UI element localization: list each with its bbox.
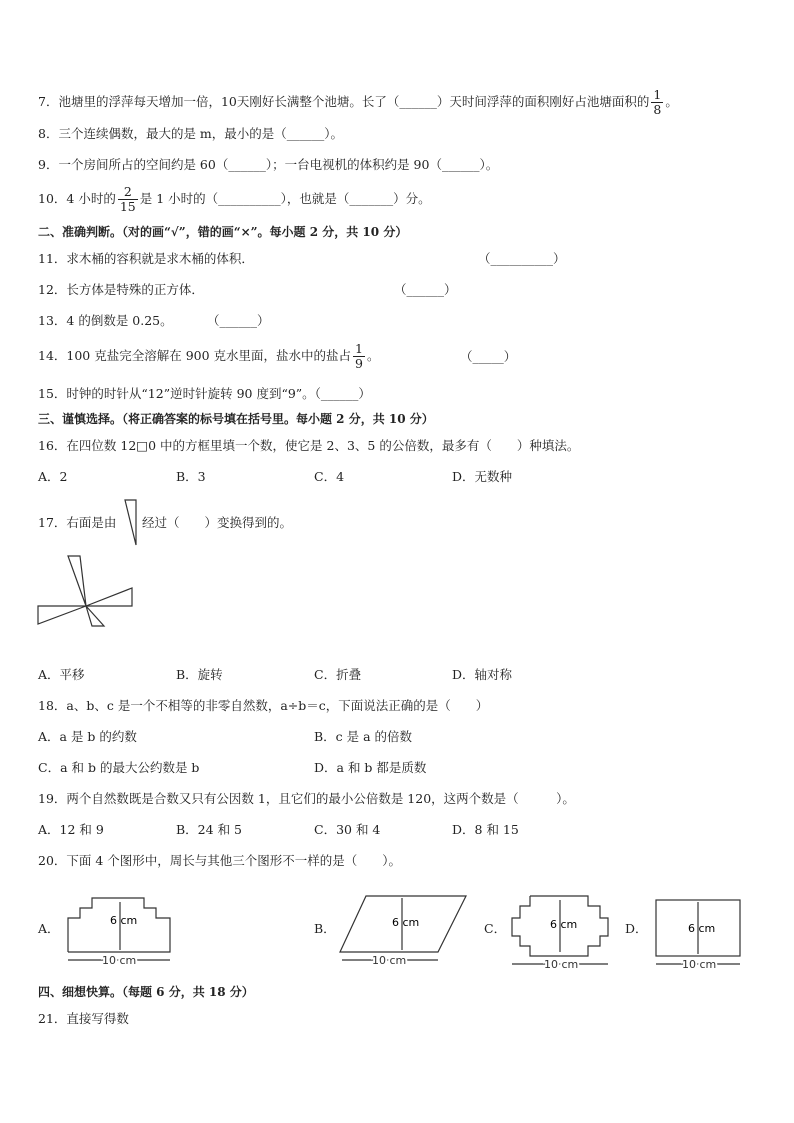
svg-text:6 cm: 6 cm [392, 916, 420, 929]
q17-option-a[interactable]: A．平移 [38, 667, 85, 682]
question-16: 16．在四位数 12□0 中的方框里填一个数，使它是 2、3、5 的公倍数，最多有（ ）种填法。 [38, 438, 580, 453]
svg-text:10 cm: 10 cm [372, 954, 407, 967]
q16-option-d[interactable]: D．无数种 [452, 469, 513, 484]
question-19: 19．两个自然数既是合数又只有公因数 1，且它们的最小公倍数是 120，这两个数是（ ）。 [38, 791, 575, 806]
q19-option-d[interactable]: D．8 和 15 [452, 822, 519, 837]
q18-option-a[interactable]: A．a 是 b 的约数 [38, 729, 137, 744]
svg-text:6 cm: 6 cm [550, 918, 578, 931]
question-11: 11．求木桶的容积就是求木桶的体积． [38, 251, 254, 266]
question-17-prefix: 17．右面是由 [38, 515, 117, 530]
question-13: 13．4 的倒数是 0.25。 [38, 313, 173, 328]
question-8: 8．三个连续偶数，最大的是 m，最小的是（______）。 [38, 126, 344, 141]
q16-option-a[interactable]: A．2 [38, 469, 68, 484]
question-12: 12．长方体是特殊的正方体． [38, 282, 204, 297]
svg-text:10 cm: 10 cm [682, 958, 717, 971]
svg-text:6 cm: 6 cm [688, 922, 716, 935]
question-9: 9．一个房间所占的空间约是 60（______）；一台电视机的体积约是 90（______）。 [38, 157, 499, 172]
section-4-heading: 四、细想快算。（每题 6 分，共 18 分） [38, 985, 254, 999]
fraction-one-ninth: $\frac{1}{9}$ [355, 341, 363, 371]
q19-option-c[interactable]: C．30 和 4 [314, 822, 381, 837]
q20-option-c-label[interactable]: C． [484, 921, 507, 936]
q20-option-a-label[interactable]: A． [38, 921, 60, 936]
q17-pinwheel-figure [36, 556, 136, 628]
svg-text:10 cm: 10 cm [102, 954, 137, 967]
q18-option-b[interactable]: B．c 是 a 的倍数 [314, 729, 413, 744]
question-13-blank[interactable]: （______） [207, 313, 270, 328]
question-12-blank[interactable]: （______） [394, 282, 457, 297]
q16-option-c[interactable]: C．4 [314, 469, 345, 484]
question-7-text: 7．池塘里的浮萍每天增加一倍，10天刚好长满整个池塘。长了（______）天时间浮萍的面积刚好占池塘面积的 [38, 94, 650, 109]
question-18: 18．a、b、c 是一个不相等的非零自然数，a÷b＝c，下面说法正确的是（ ） [38, 698, 489, 713]
q20-shape-b [336, 894, 470, 966]
q18-option-c[interactable]: C．a 和 b 的最大公约数是 b [38, 760, 200, 775]
section-3-heading: 三、谨慎选择。（将正确答案的标号填在括号里。每小题 2 分，共 10 分） [38, 412, 434, 426]
question-14-blank[interactable]: （_____） [460, 349, 517, 364]
question-7: 7．池塘里的浮萍每天增加一倍，10天刚好长满整个池塘。长了（______）天时间浮萍的面积刚好占池塘面积的 $\frac{1}{8}$ 。 [38, 87, 678, 117]
fraction-one-eighth: $\frac{1}{8}$ [653, 87, 662, 117]
q18-option-d[interactable]: D．a 和 b 都是质数 [314, 760, 427, 775]
q20-shape-c [508, 892, 612, 970]
section-2-heading: 二、准确判断。（对的画“√”，错的画“×”。每小题 2 分，共 10 分） [38, 225, 408, 239]
svg-text:6 cm: 6 cm [110, 914, 138, 927]
question-11-blank[interactable]: （__________） [478, 251, 566, 266]
q19-option-a[interactable]: A．12 和 9 [38, 822, 104, 837]
q17-option-b[interactable]: B．旋转 [176, 667, 223, 682]
q20-option-b-label[interactable]: B． [314, 921, 336, 936]
q17-option-d[interactable]: D．轴对称 [452, 667, 513, 682]
question-14: 14．100 克盐完全溶解在 900 克水里面，盐水中的盐占 $\frac{1}{9}$ 。 [38, 341, 380, 371]
question-10: 10．4 小时的 $\frac{2}{15}$ 是 1 小时的（__________），也就是（_______）分。 [38, 184, 431, 214]
svg-text:10 cm: 10 cm [544, 958, 579, 971]
question-17-suffix: 经过（ ）变换得到的。 [142, 515, 293, 530]
q20-shape-a [64, 894, 176, 966]
q17-triangle-figure [124, 500, 138, 546]
q20-shape-d [652, 896, 744, 971]
question-21: 21．直接写得数 [38, 1011, 129, 1026]
question-15: 15．时钟的时针从“12”逆时针旋转 90 度到“9”。（______） [38, 386, 371, 401]
q19-option-b[interactable]: B．24 和 5 [176, 822, 242, 837]
fraction-two-fifteenths: $\frac{2}{15}$ [119, 184, 136, 214]
q16-option-b[interactable]: B．3 [176, 469, 206, 484]
q20-option-d-label[interactable]: D． [625, 921, 648, 936]
question-20: 20．下面 4 个图形中，周长与其他三个图形不一样的是（ ）。 [38, 853, 402, 868]
q17-option-c[interactable]: C．折叠 [314, 667, 362, 682]
